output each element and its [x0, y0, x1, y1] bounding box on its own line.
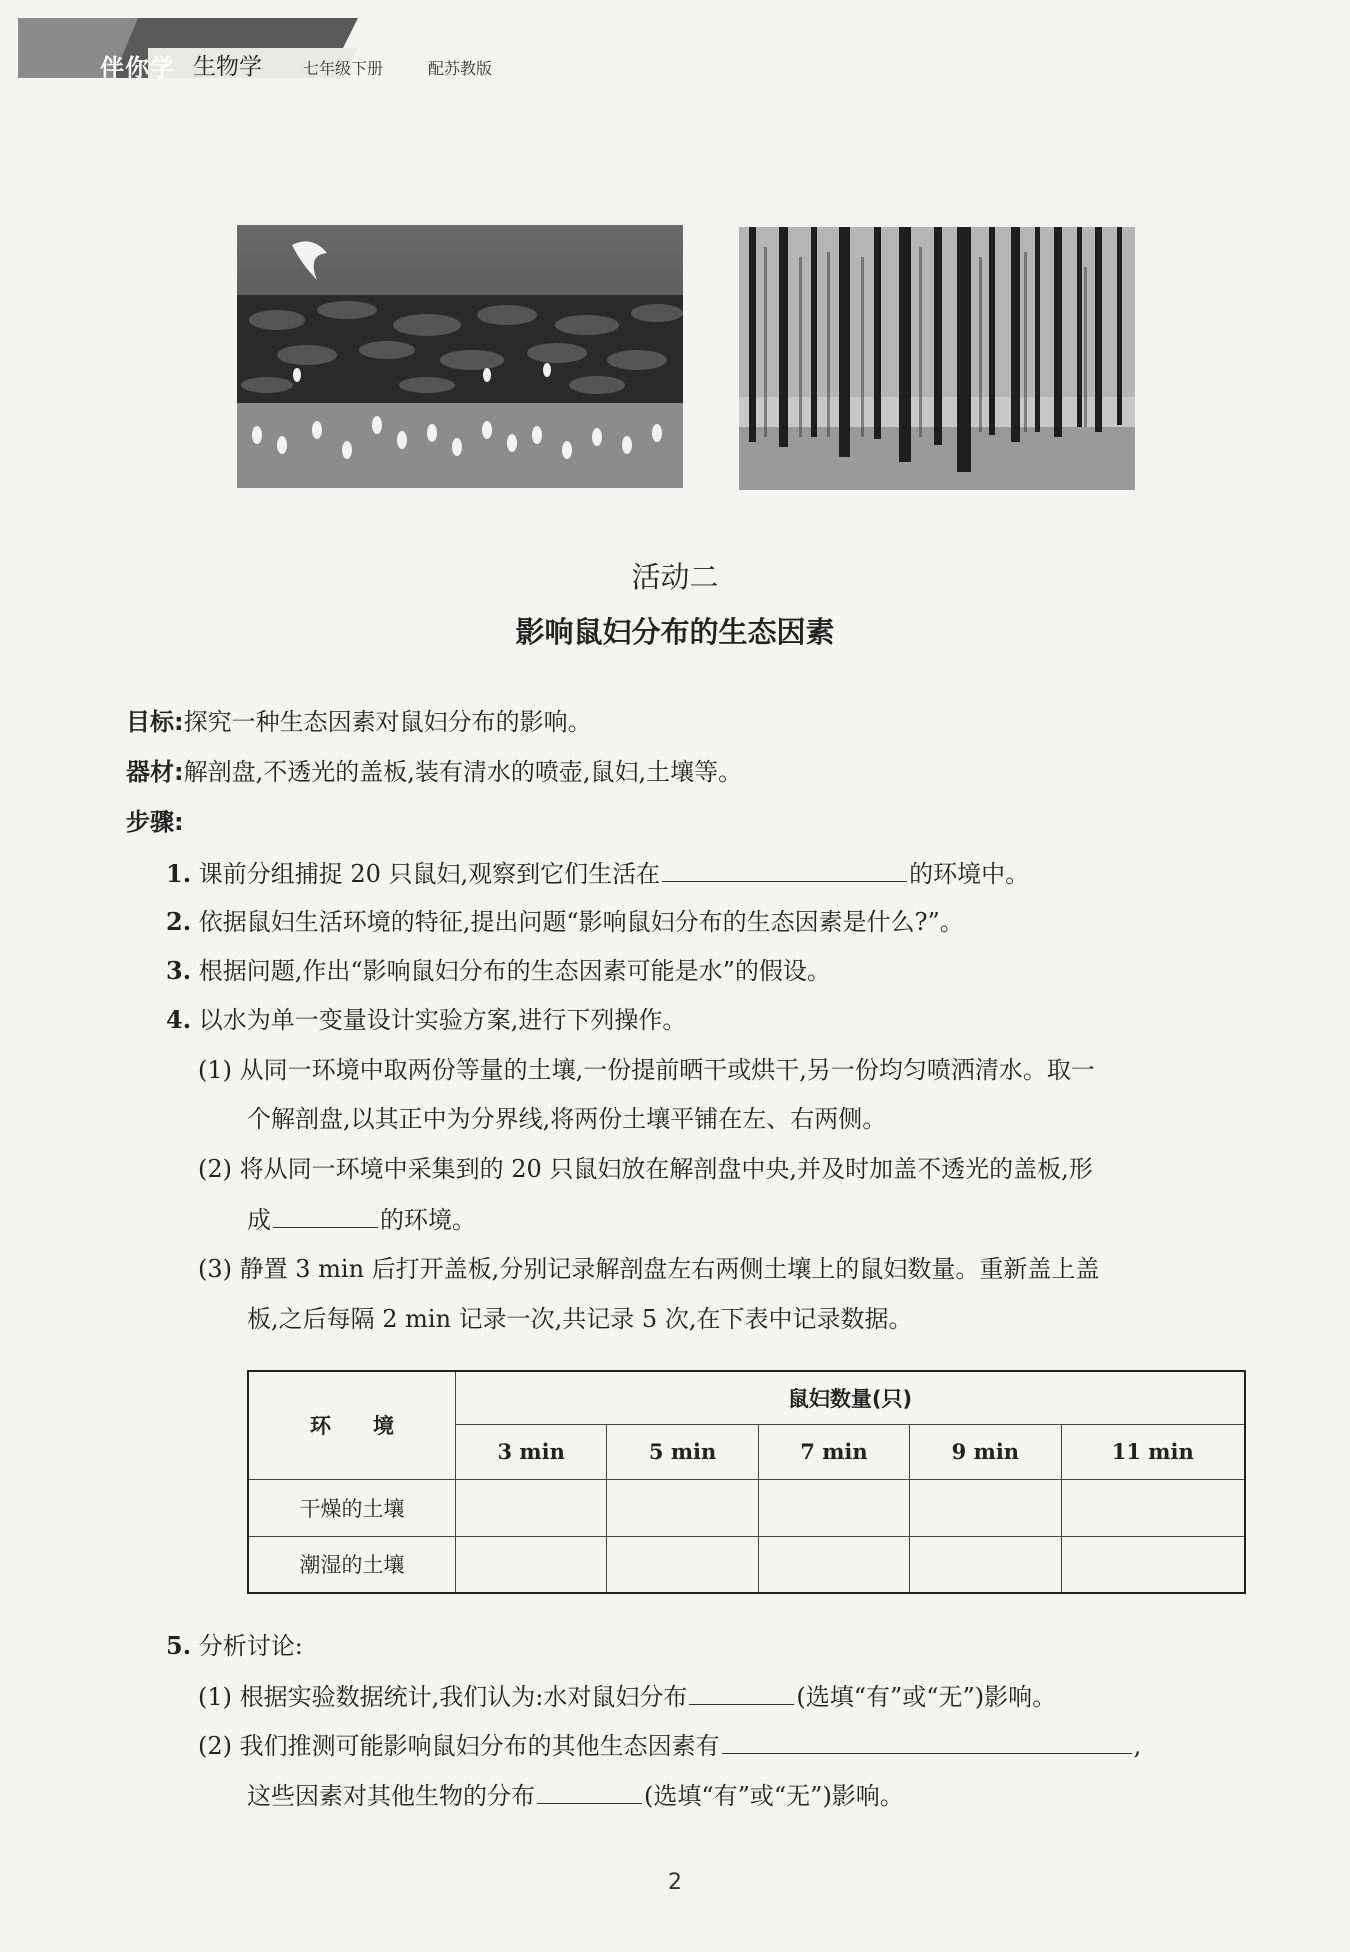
forest-trees-photo — [739, 227, 1135, 490]
step-4-2-cont-text: 成 — [247, 1206, 271, 1234]
step-3-text: 根据问题,作出“影响鼠妇分布的生态因素可能是水”的假设。 — [198, 957, 831, 985]
activity-subtitle: 影响鼠妇分布的生态因素 — [515, 615, 835, 649]
data-cell[interactable] — [456, 1536, 607, 1593]
step-5-2-answer-blank[interactable] — [722, 1729, 1132, 1754]
count-header: 鼠妇数量(只) — [456, 1371, 1246, 1424]
data-cell[interactable] — [910, 1479, 1061, 1536]
step-4-2-cont — [247, 1203, 476, 1236]
step-4-3 — [198, 1253, 1099, 1285]
step-5-2-text: 我们推测可能影响鼠妇分布的其他生态因素有 — [239, 1732, 720, 1760]
step-5-2-cont — [247, 1779, 904, 1812]
row-label: 潮湿的土壤 — [248, 1536, 456, 1593]
env-header: 环 境 — [248, 1371, 456, 1479]
step-1-text: 课前分组捕捉 20 只鼠妇,观察到它们生活在 — [198, 860, 661, 888]
data-table — [247, 1370, 1246, 1594]
step-1-number: 1. — [166, 859, 192, 888]
step-1 — [166, 857, 1029, 890]
step-1-answer-blank[interactable] — [662, 857, 907, 882]
step-4-number: 4. — [166, 1005, 192, 1034]
data-cell[interactable] — [758, 1479, 909, 1536]
materials-text: 解剖盘,不透光的盖板,装有清水的喷壶,鼠妇,土壤等。 — [183, 758, 743, 786]
data-cell[interactable] — [607, 1479, 758, 1536]
step-4-3-number: (3) — [198, 1255, 232, 1283]
step-5-number: 5. — [166, 1631, 192, 1660]
step-5-1-text: 根据实验数据统计,我们认为:水对鼠妇分布 — [239, 1683, 688, 1711]
step-4-2-number: (2) — [198, 1155, 232, 1183]
step-4-1 — [198, 1054, 1095, 1086]
step-4-3-cont: 板,之后每隔 2 min 记录一次,共记录 5 次,在下表中记录数据。 — [247, 1305, 913, 1333]
table-row — [248, 1479, 1245, 1536]
step-2-text: 依据鼠妇生活环境的特征,提出问题“影响鼠妇分布的生态因素是什么?”。 — [198, 908, 964, 936]
goal-line — [126, 706, 592, 738]
edition-label: 配苏教版 — [428, 59, 493, 78]
step-5-2-number: (2) — [198, 1732, 232, 1760]
step-5-1-number: (1) — [198, 1683, 232, 1711]
data-cell[interactable] — [1061, 1479, 1245, 1536]
step-5-1-answer-blank[interactable] — [689, 1680, 794, 1705]
data-cell[interactable] — [910, 1536, 1061, 1593]
step-4-1-number: (1) — [198, 1056, 232, 1084]
goal-text: 探究一种生态因素对鼠妇分布的影响。 — [183, 708, 592, 736]
step-4-2-answer-blank[interactable] — [273, 1203, 378, 1228]
steps-label: 步骤: — [126, 808, 184, 836]
time-header: 11 min — [1061, 1424, 1245, 1479]
step-5-2-comma: , — [1133, 1732, 1142, 1760]
time-header: 9 min — [910, 1424, 1061, 1479]
row-label: 干燥的土壤 — [248, 1479, 456, 1536]
table-row — [248, 1536, 1245, 1593]
step-3 — [166, 955, 831, 987]
step-4-2 — [198, 1153, 1093, 1185]
data-cell[interactable] — [1061, 1536, 1245, 1593]
step-2-number: 2. — [166, 907, 192, 936]
step-4-2-text: 将从同一环境中采集到的 20 只鼠妇放在解剖盘中央,并及时加盖不透光的盖板,形 — [239, 1155, 1093, 1183]
step-5-1-text-end: (选填“有”或“无”)影响。 — [796, 1683, 1057, 1711]
materials-label: 器材: — [126, 758, 184, 786]
step-5-1 — [198, 1680, 1056, 1713]
data-cell[interactable] — [456, 1479, 607, 1536]
step-4-2-cont-end: 的环境。 — [380, 1206, 476, 1234]
time-header: 3 min — [456, 1424, 607, 1479]
step-3-number: 3. — [166, 956, 192, 985]
step-5 — [166, 1630, 303, 1662]
step-5-2-cont-end: (选填“有”或“无”)影响。 — [644, 1782, 904, 1810]
step-4-3-text: 静置 3 min 后打开盖板,分别记录解剖盘左右两侧土壤上的鼠妇数量。重新盖上盖 — [239, 1255, 1100, 1283]
step-4-text: 以水为单一变量设计实验方案,进行下列操作。 — [198, 1006, 687, 1034]
step-1-text-end: 的环境中。 — [909, 860, 1030, 888]
step-4-1-cont: 个解剖盘,以其正中为分界线,将两份土壤平铺在左、右两侧。 — [247, 1105, 887, 1133]
page-header — [18, 18, 493, 82]
time-header: 5 min — [607, 1424, 758, 1479]
step-5-2-cont-text: 这些因素对其他生物的分布 — [247, 1782, 535, 1810]
materials-line — [126, 756, 742, 788]
step-4 — [166, 1004, 686, 1036]
page-number: 2 — [668, 1870, 682, 1895]
goal-label: 目标: — [126, 708, 184, 736]
step-2 — [166, 906, 964, 938]
series-name: 伴你学 — [100, 54, 175, 82]
step-4-1-text: 从同一环境中取两份等量的土壤,一份提前晒干或烘干,另一份均匀喷洒清水。取一 — [239, 1056, 1095, 1084]
egrets-wetland-photo — [237, 225, 683, 488]
step-5-2-second-blank[interactable] — [537, 1779, 642, 1804]
grade-label: 七年级下册 — [303, 59, 384, 78]
step-5-text: 分析讨论: — [198, 1632, 303, 1660]
time-header: 7 min — [758, 1424, 909, 1479]
step-5-2 — [198, 1729, 1141, 1762]
data-cell[interactable] — [607, 1536, 758, 1593]
activity-title: 活动二 — [631, 560, 719, 594]
subject-name: 生物学 — [193, 54, 262, 80]
data-cell[interactable] — [758, 1536, 909, 1593]
